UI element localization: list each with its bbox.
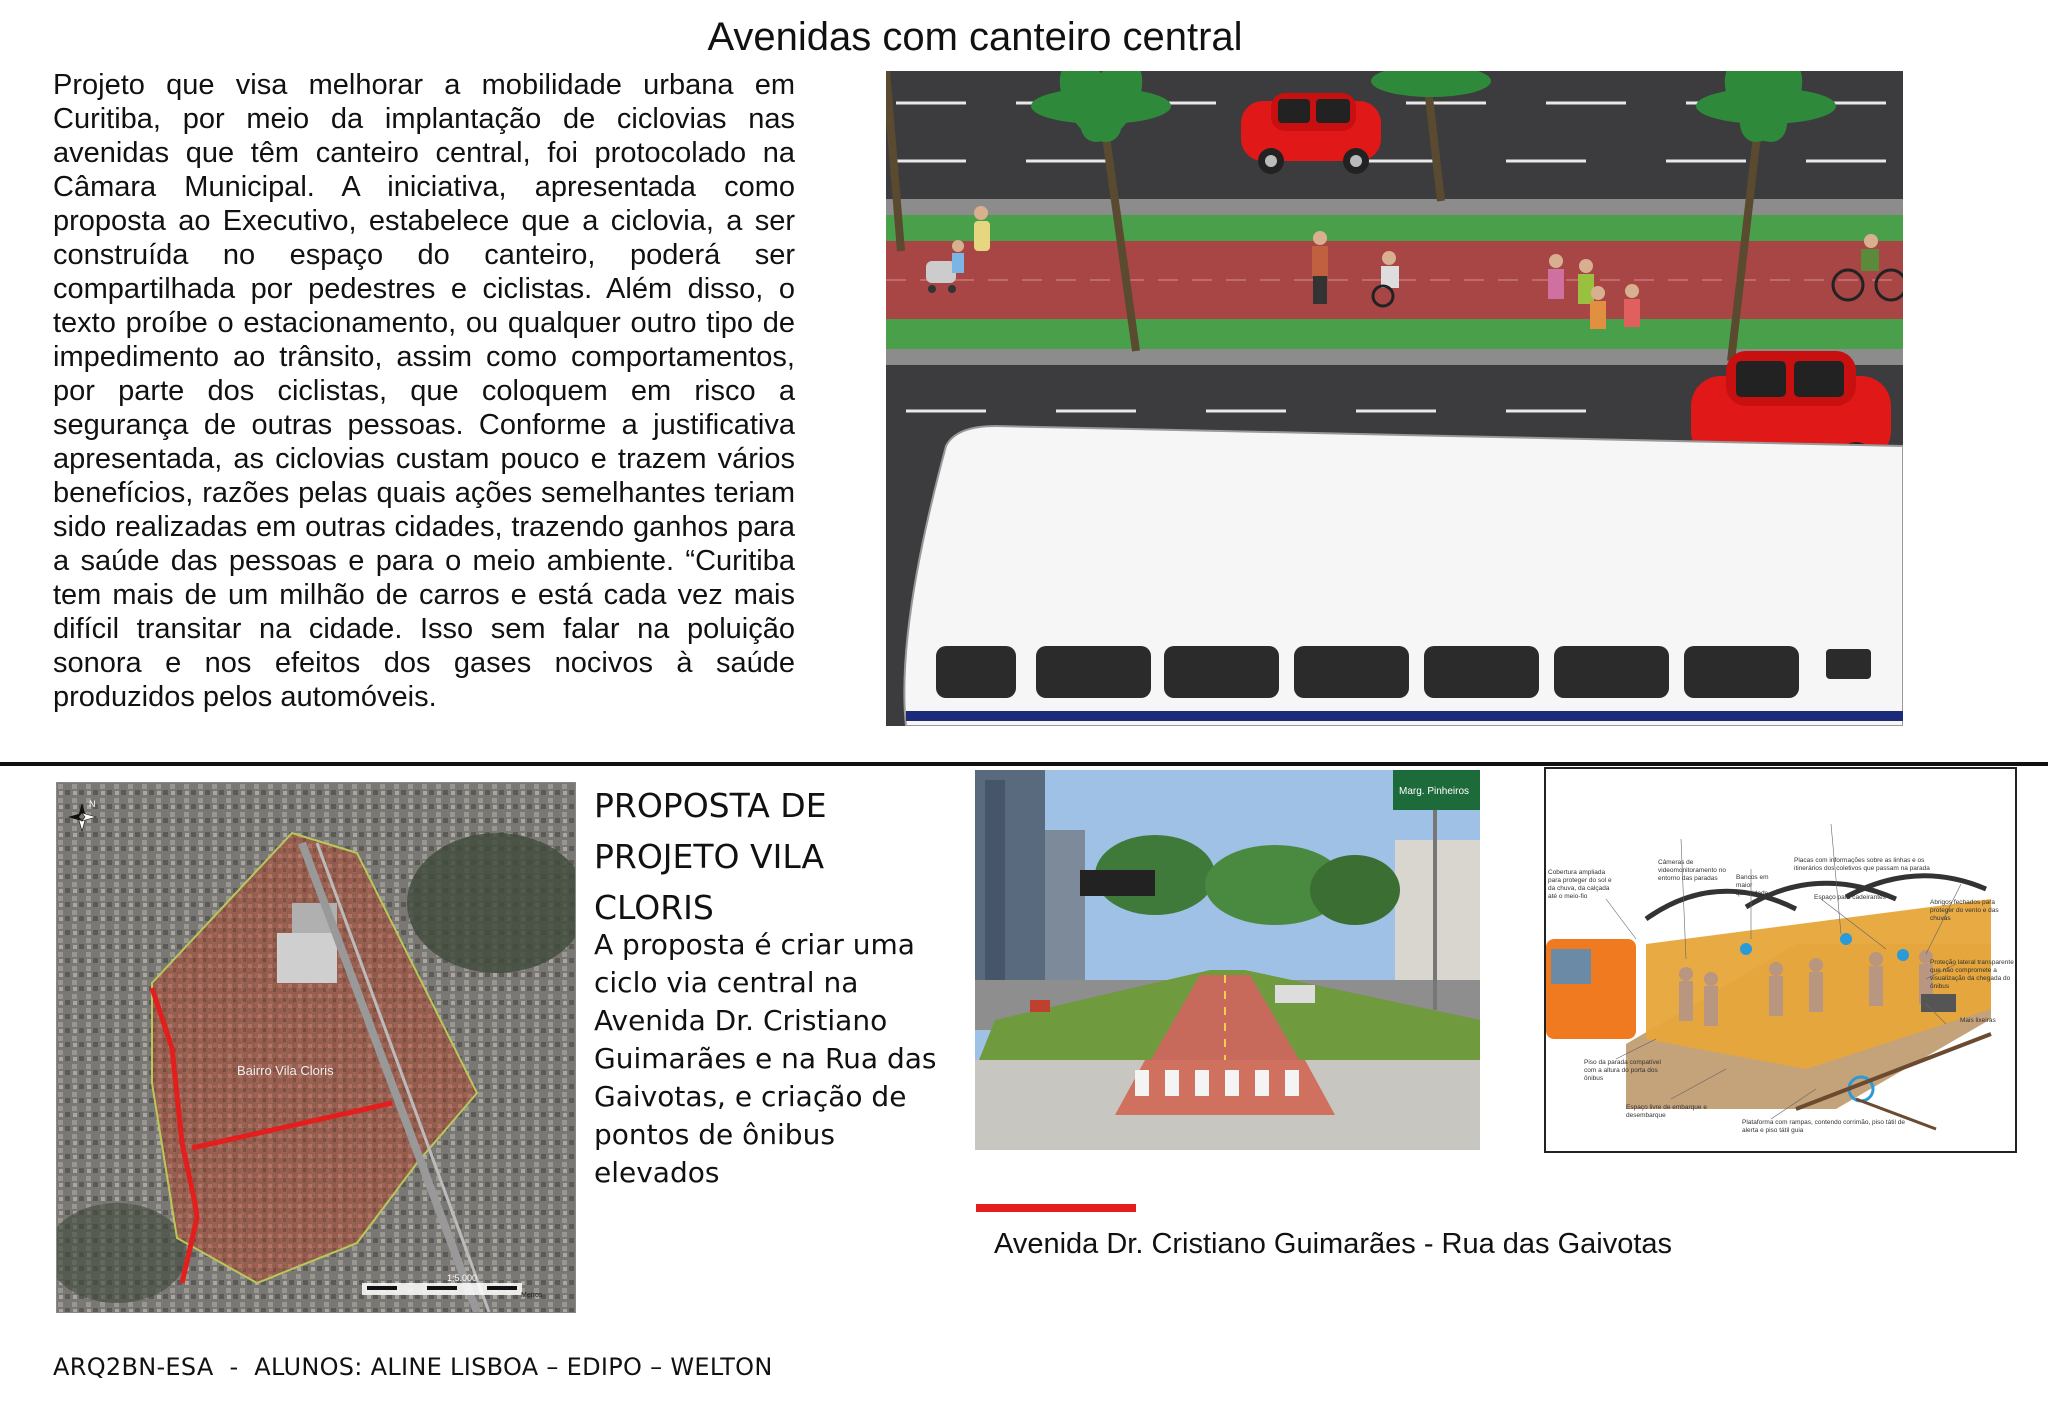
label-espaco: Espaço livre de embarque e desembarque <box>1626 1104 1707 1119</box>
legend-red-line <box>976 1204 1136 1212</box>
proposal-heading-line: CLORIS <box>594 888 714 927</box>
section-divider <box>0 762 2048 766</box>
neighborhood-label: Bairro Vila Cloris <box>237 1063 334 1078</box>
label-cadeirantes: Espaço para cadeirantes <box>1814 894 1886 901</box>
satellite-map <box>56 782 576 1313</box>
satellite-map-graphic <box>57 783 575 1312</box>
label-piso: Piso da parada compatível com a altura do porta dos ônibus <box>1584 1059 1661 1082</box>
proposal-heading-line: PROPOSTA DE <box>594 786 827 825</box>
bikelane-photo-graphic <box>975 770 1480 1150</box>
proposal-heading-line: PROJETO VILA <box>594 837 825 876</box>
intro-paragraph: Projeto que visa melhorar a mobilidade urbana em Curitiba, por meio da implantação de ciclovias nas avenidas que têm canteiro central, foi protocolado na Câmara Municipal. A iniciativa, apresentada como proposta ao Executivo, estabelece que a ciclovia, a ser construída no espaço do canteiro, poderá ser compartilhada por pedestres e ciclistas. Além disso, o texto proíbe o estacionamento, ou qualquer outro tipo de impedimento ao trânsito, assim como comportamentos, por parte dos ciclistas, que coloquem em risco a segurança de outras pessoas. Conforme a justificativa apresentada, as ciclovias custam pouco e trazem vários benefícios, razões pelas quais ações semelhantes teriam sido realizadas em outras cidades, trazendo ganhos para a saúde das pessoas e para o meio ambiente. “Curitiba tem mais de um milhão de carros e está cada vez mais difícil transitar na cidade. Isso sem falar na poluição sonora e nos efeitos dos gases nocivos à saúde produzidos pelos automóveis. <box>53 69 795 713</box>
label-plataforma: Plataforma com rampas, contendo corrimão, piso tátil de alerta e piso tátil guia <box>1742 1119 1905 1134</box>
rendering-illustration <box>886 71 1903 726</box>
scale-label: 1:5.000 <box>447 1273 478 1283</box>
page-title: Avenidas com canteiro central <box>707 15 1243 59</box>
label-abrigos: Abrigos fechados para proteger do vento e das chuvas <box>1930 899 1999 922</box>
label-cobertura: Cobertura ampliada para proteger do sol e da chuva, da calçada até o meio-fio <box>1548 869 1612 900</box>
label-cameras: Câmeras de videomonitoramento no entorno das paradas <box>1658 859 1726 882</box>
label-placas: Placas com informações sobre as linhas e os itinerários dos coletivos que passam na parada <box>1794 857 1930 872</box>
bus-station-illustration <box>1546 769 2015 1151</box>
label-lixeiras: Mais lixeiras <box>1960 1017 1996 1024</box>
proposal-heading <box>594 780 954 933</box>
legend-text: Avenida Dr. Cristiano Guimarães - Rua das Gaivotas <box>994 1228 1673 1260</box>
scale-unit: Metros <box>521 1292 543 1299</box>
label-bancos: Bancos em maior quantidade <box>1736 874 1769 897</box>
bikelane-photo <box>975 770 1480 1150</box>
footer-credits: ARQ2BN-ESA - ALUNOS: ALINE LISBOA – EDIPO – WELTON <box>53 1353 773 1381</box>
proposal-description: A proposta é criar uma ciclo via central na Avenida Dr. Cristiano Guimarães e na Rua das Gaivotas, e criação de pontos de ônibus elevados <box>594 928 937 1189</box>
label-protecao: Proteção lateral transparente que não compromete a visualização da chegada do ônibus <box>1930 959 2014 990</box>
north-label: N <box>89 799 96 809</box>
bus-station-diagram <box>1544 767 2017 1153</box>
median-bikelane-rendering <box>886 71 1903 726</box>
street-sign-text: Marg. Pinheiros <box>1399 786 1470 797</box>
